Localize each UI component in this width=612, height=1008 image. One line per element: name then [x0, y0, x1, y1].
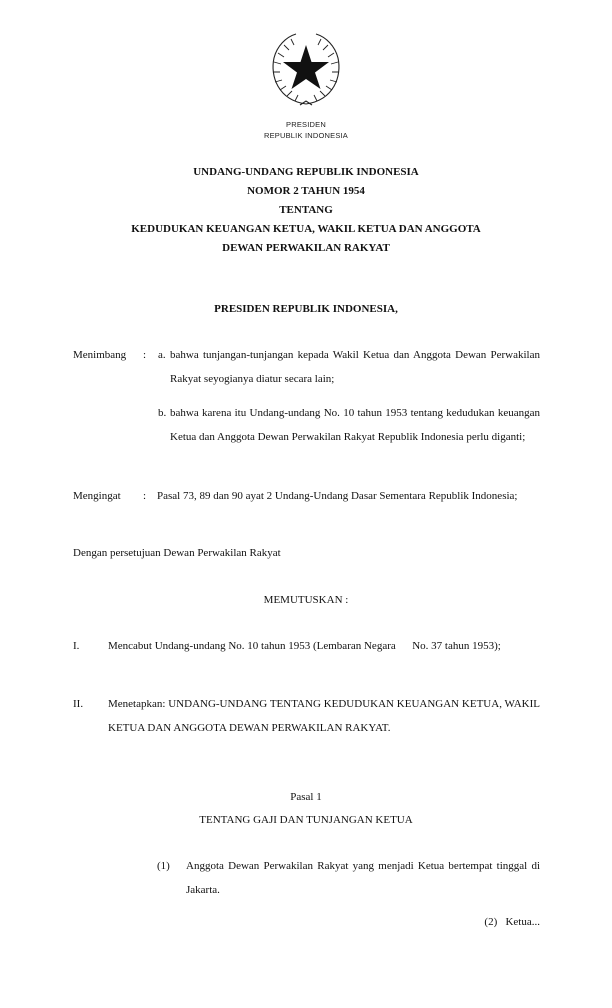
pasal-subtitle: TENTANG GAJI DAN TUNJANGAN KETUA	[199, 814, 413, 826]
title-line: KEDUDUKAN KEUANGAN KETUA, WAKIL KETUA DAN ANGGOTA	[131, 223, 481, 235]
title-line: TENTANG	[279, 204, 333, 216]
header-line-1: PRESIDEN	[286, 120, 326, 129]
decision-marker-2: II.	[73, 698, 84, 710]
header-line-2: REPUBLIK INDONESIA	[263, 131, 349, 140]
continuation	[484, 911, 540, 935]
decision-text-1: Mencabut Undang-undang No. 10 tahun 1953 (Lembaran Negara No. 37 tahun 1953);	[108, 640, 501, 652]
emblem-icon	[266, 28, 346, 110]
memutuskan-heading: MEMUTUSKAN :	[263, 594, 349, 606]
menimbang-label: Menimbang	[73, 349, 127, 361]
title-line: UNDANG-UNDANG REPUBLIK INDONESIA	[193, 166, 419, 178]
mengingat-label: Mengingat	[73, 490, 121, 502]
title-line: DEWAN PERWAKILAN RAKYAT	[222, 242, 390, 254]
menimbang-item-a: bahwa tunjangan-tunjangan kepada Wakil Ketua dan Anggota Dewan Perwakilan Rakyat seyogianya diatur secara lain;	[170, 349, 540, 385]
menimbang-marker-b: b.	[158, 407, 167, 419]
mengingat-colon: :	[143, 490, 147, 502]
pasal-item-marker: (1)	[157, 860, 170, 872]
continuation-text: Ketua...	[505, 916, 540, 928]
president-heading: PRESIDEN REPUBLIK INDONESIA,	[214, 303, 398, 315]
persetujuan-text: Dengan persetujuan Dewan Perwakilan Rakyat	[73, 547, 281, 559]
presiden-emblem	[266, 28, 346, 110]
decision-marker-1: I.	[73, 640, 80, 652]
document-title	[0, 163, 612, 258]
menimbang-colon: :	[143, 349, 147, 361]
continuation-marker: (2)	[484, 916, 498, 928]
title-line: NOMOR 2 TAHUN 1954	[247, 185, 365, 197]
mengingat-text: Pasal 73, 89 dan 90 ayat 2 Undang-Undang Dasar Sementara Republik Indonesia;	[157, 490, 518, 502]
pasal-item-text: Anggota Dewan Perwakilan Rakyat yang menjadi Ketua bertempat tinggal di Jakarta.	[186, 860, 540, 896]
decision-text-2: Menetapkan: UNDANG-UNDANG TENTANG KEDUDUKAN KEUANGAN KETUA, WAKIL KETUA DAN ANGGOTA DEWAN PERWAKILAN RAKYAT.	[108, 698, 540, 734]
pasal-title: Pasal 1	[290, 791, 322, 803]
menimbang-marker-a: a.	[158, 349, 166, 361]
menimbang-item-b: bahwa karena itu Undang-undang No. 10 tahun 1953 tentang kedudukan keuangan Ketua dan Anggota Dewan Perwakilan Rakyat Republik Indonesia perlu diganti;	[170, 407, 540, 443]
